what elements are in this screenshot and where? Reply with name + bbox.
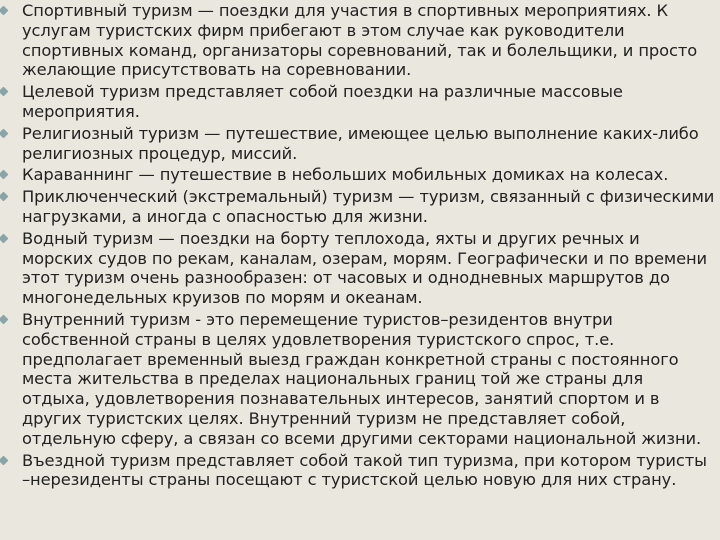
list-item-sports-tourism bbox=[0, 1, 715, 80]
bullet-icon bbox=[0, 170, 8, 180]
term-label: Караваннинг bbox=[22, 165, 134, 185]
term-label: Спортивный туризм bbox=[22, 1, 193, 20]
bullet-icon bbox=[0, 455, 8, 465]
term-label: Религиозный туризм bbox=[22, 123, 200, 143]
bullet-icon bbox=[0, 87, 8, 97]
bullet-icon bbox=[0, 128, 8, 138]
tourism-types-list bbox=[0, 1, 715, 492]
bullet-icon bbox=[0, 192, 8, 202]
item-description: представляет собой поездки на различные массовые мероприятия. bbox=[22, 82, 623, 121]
bullet-icon bbox=[0, 6, 8, 16]
bullet-icon bbox=[0, 233, 8, 243]
list-item-water-tourism bbox=[0, 229, 715, 308]
item-description: — поездки для участия в спортивных мероприятиях. К услугам туристских фирм прибегают в этом случае как руководители спортивных команд, организаторы соревнований, так и болельщики, и просто желающие присутствовать на соревновании. bbox=[22, 1, 698, 80]
item-description: — путешествие в небольших мобильных домиках на колесах. bbox=[133, 165, 669, 185]
list-item-domestic-tourism bbox=[0, 310, 715, 449]
item-description: — туризм, связанный с физическими нагрузками, а иногда с опасностью для жизни. bbox=[22, 187, 715, 226]
item-description: - это перемещение туристов–резидентов внутри собственной страны в целях удовлетворения туристского спрос, т.е. предполагает временный выезд граждан конкретной страны с постоянного места жительства в пределах национальных границ той же страны для отдыха, удовлетворения познавательных интересов, занятий спортом и в других туристских целях. Внутренний туризм не представляет собой, отдельную сферу, а связан со всеми другими секторами национальной жизни. bbox=[22, 309, 702, 448]
list-item-religious-tourism bbox=[0, 124, 715, 164]
item-description: — путешествие, имеющее целью выполнение каких-либо религиозных процедур, миссий. bbox=[22, 123, 699, 163]
term-label: Целевой туризм bbox=[22, 82, 160, 102]
list-item-target-tourism bbox=[0, 82, 715, 122]
term-label: Водный туризм bbox=[22, 228, 154, 248]
bullet-icon bbox=[0, 315, 8, 325]
term-label: Внутренний туризм bbox=[22, 309, 191, 329]
term-label: Приключенческий (экстремальный) туризм bbox=[22, 187, 394, 207]
item-description: — поездки на борту теплохода, яхты и других речных и морских судов по рекам, каналам, озерам, морям. Географически и по времени этот туризм очень разнообразен: от часовых и однодневных маршрутов до многонедельных круизов по морям и океанам. bbox=[22, 228, 708, 308]
item-description: представляет собой такой тип туризма, при котором туристы –нерезиденты страны посещают с туристской целью новую для них страну. bbox=[22, 450, 707, 490]
list-item-inbound-tourism bbox=[0, 451, 715, 491]
term-label: Въездной туризм bbox=[22, 450, 171, 470]
list-item-adventure-tourism bbox=[0, 187, 715, 227]
list-item-caravanning bbox=[0, 165, 715, 185]
